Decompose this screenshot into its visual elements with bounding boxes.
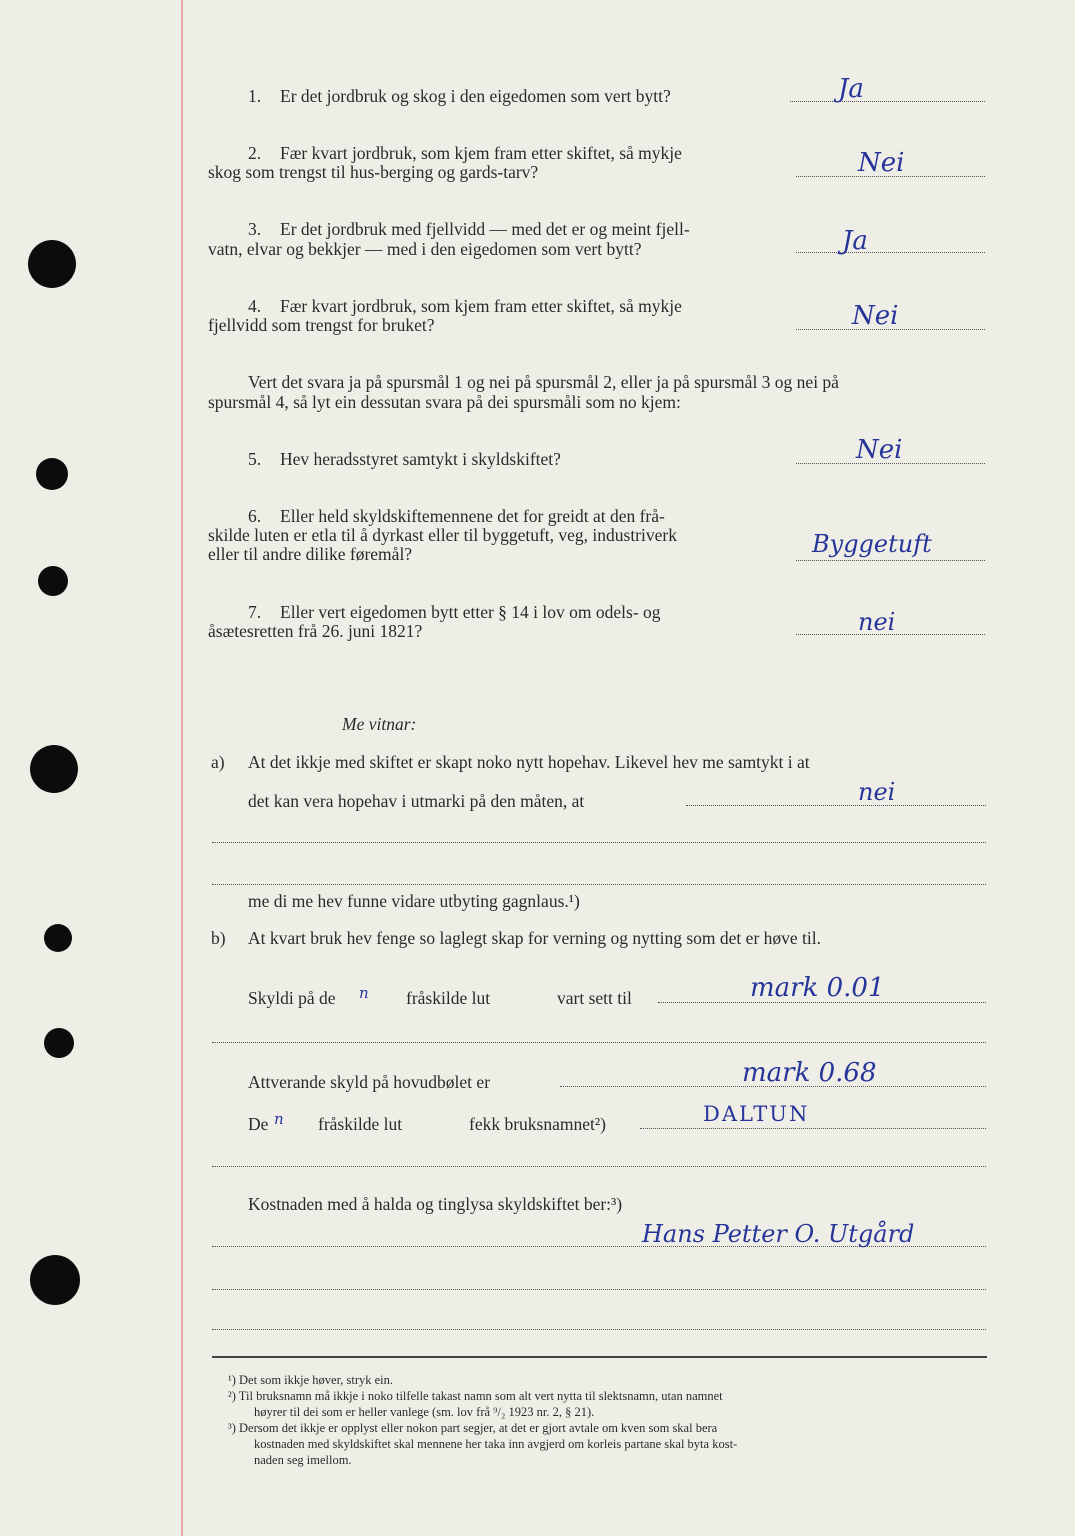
q1-number: 1. bbox=[248, 86, 262, 106]
q1-answer: Ja bbox=[838, 74, 864, 104]
witness-a-blank-line-2 bbox=[212, 884, 986, 885]
q6-number: 6. bbox=[248, 506, 262, 526]
q3-text-line2: vatn, elvar og bekkjer — med i den eigedomen som vert bytt? bbox=[208, 239, 642, 259]
q6-text-line3: eller til andre dilike føremål? bbox=[208, 544, 413, 564]
cost-blank-line-1 bbox=[212, 1289, 986, 1290]
bruksnamn-line bbox=[640, 1128, 986, 1129]
skyld-value: mark 0.01 bbox=[750, 973, 885, 1003]
red-margin-line bbox=[181, 0, 183, 1536]
witness-a-line1: At det ikkje med skiftet er skapt noko nytt hopehav. Likevel hev me samtykt i at bbox=[248, 752, 810, 772]
witness-a-blank-line-1 bbox=[212, 842, 986, 843]
q5-text: Hev heradsstyret samtykt i skyldskiftet? bbox=[280, 449, 561, 469]
cost-blank-line-2 bbox=[212, 1329, 986, 1330]
q2-answer: Nei bbox=[858, 148, 905, 178]
skyld-de-fill: n bbox=[359, 984, 369, 1002]
q6-text-line2: skilde luten er etla til å dyrkast eller til byggetuft, veg, industriverk bbox=[208, 525, 677, 545]
q1-answer-line bbox=[790, 101, 985, 102]
footnote-2-line2: høyrer til dei som er heller vanlege (sm. lov frå ⁹/₂ 1923 nr. 2, § 21). bbox=[254, 1405, 595, 1419]
skyld-label-2: fråskilde lut bbox=[406, 988, 491, 1008]
footnote-3-line1: ³) Dersom det ikkje er opplyst eller nokon part segjer, at det er gjort avtale om kven som skal bera bbox=[228, 1421, 718, 1435]
q2-text-line2: skog som trengst til hus-berging og gards-tarv? bbox=[208, 162, 539, 182]
q3-text-line1: Er det jordbruk med fjellvidd — med det er og meint fjell- bbox=[280, 219, 690, 239]
q2-text-line1: Fær kvart jordbruk, som kjem fram etter skiftet, så mykje bbox=[280, 143, 682, 163]
q7-text-line1: Eller vert eigedomen bytt etter § 14 i lov om odels- og bbox=[280, 602, 661, 622]
q4-text-line1: Fær kvart jordbruk, som kjem fram etter skiftet, så mykje bbox=[280, 296, 682, 316]
footnote-rule bbox=[212, 1356, 987, 1358]
footnote-2-line1: ²) Til bruksnamn må ikkje i noko tilfelle takast namn som alt vert nytta til slektsnamn, utan namnet bbox=[228, 1389, 723, 1403]
q7-number: 7. bbox=[248, 602, 262, 622]
q6-answer: Byggetuft bbox=[812, 530, 932, 558]
q6-text-line1: Eller held skyldskiftemennene det for greidt at den frå- bbox=[280, 506, 665, 526]
q7-text-line2: åsætesretten frå 26. juni 1821? bbox=[208, 621, 423, 641]
punch-hole bbox=[30, 1255, 80, 1305]
q1-text: Er det jordbruk og skog i den eigedomen som vert bytt? bbox=[280, 86, 671, 106]
q6-answer-line bbox=[796, 560, 985, 561]
witness-heading: Me vitnar: bbox=[342, 714, 417, 734]
witness-a-line3: me di me hev funne vidare utbyting gagnlaus.¹) bbox=[248, 891, 580, 911]
skyld-label-3: vart sett til bbox=[557, 988, 632, 1008]
skyld-label-1: Skyldi på de bbox=[248, 988, 336, 1008]
cost-label: Kostnaden med å halda og tinglysa skyldskiftet ber:³) bbox=[248, 1194, 623, 1214]
q3-answer-line bbox=[796, 252, 985, 253]
bruksnamn-value: DALTUN bbox=[703, 1102, 810, 1126]
q5-answer: Nei bbox=[856, 435, 903, 465]
bruk-label-3: fekk bruksnamnet²) bbox=[469, 1114, 606, 1134]
q7-answer: nei bbox=[858, 608, 896, 636]
punch-hole bbox=[38, 566, 68, 596]
q5-number: 5. bbox=[248, 449, 262, 469]
witness-a-answer-line bbox=[686, 805, 986, 806]
conditional-line1: Vert det svara ja på spursmål 1 og nei på spursmål 2, eller ja på spursmål 3 og nei på bbox=[248, 372, 839, 392]
punch-hole bbox=[44, 1028, 74, 1058]
q4-text-line2: fjellvidd som trengst for bruket? bbox=[208, 315, 435, 335]
q2-number: 2. bbox=[248, 143, 262, 163]
q3-number: 3. bbox=[248, 219, 262, 239]
witness-b-label: b) bbox=[211, 928, 226, 948]
rest-value: mark 0.68 bbox=[742, 1058, 877, 1088]
witness-a-label: a) bbox=[211, 752, 225, 772]
footnote-3-line2: kostnaden med skyldskiftet skal mennene her taka inn avgjerd om korleis partane skal byta kost- bbox=[254, 1437, 738, 1451]
q3-answer: Ja bbox=[842, 226, 868, 256]
punch-hole bbox=[28, 240, 76, 288]
bruk-de-fill: n bbox=[274, 1110, 284, 1128]
bruk-label-1: De bbox=[248, 1114, 269, 1134]
footnote-1: ¹) Det som ikkje høver, stryk ein. bbox=[228, 1373, 394, 1387]
conditional-line2: spursmål 4, så lyt ein dessutan svara på dei spursmåli som no kjem: bbox=[208, 392, 681, 412]
rest-label: Attverande skyld på hovudbølet er bbox=[248, 1072, 491, 1092]
witness-a-answer: nei bbox=[858, 778, 896, 806]
punch-hole bbox=[44, 924, 72, 952]
q4-answer: Nei bbox=[852, 301, 899, 331]
witness-b-line1: At kvart bruk hev fenge so laglegt skap for verning og nytting som det er høve til. bbox=[248, 928, 821, 948]
bruk-label-2: fråskilde lut bbox=[318, 1114, 403, 1134]
cost-value: Hans Petter O. Utgård bbox=[642, 1220, 915, 1248]
punch-hole bbox=[36, 458, 68, 490]
q4-number: 4. bbox=[248, 296, 262, 316]
skyld-blank-line bbox=[212, 1042, 986, 1043]
footnote-3-line3: naden seg imellom. bbox=[254, 1453, 352, 1467]
witness-a-line2: det kan vera hopehav i utmarki på den måten, at bbox=[248, 791, 585, 811]
punch-hole bbox=[30, 745, 78, 793]
bruksnamn-blank-line bbox=[212, 1166, 986, 1167]
